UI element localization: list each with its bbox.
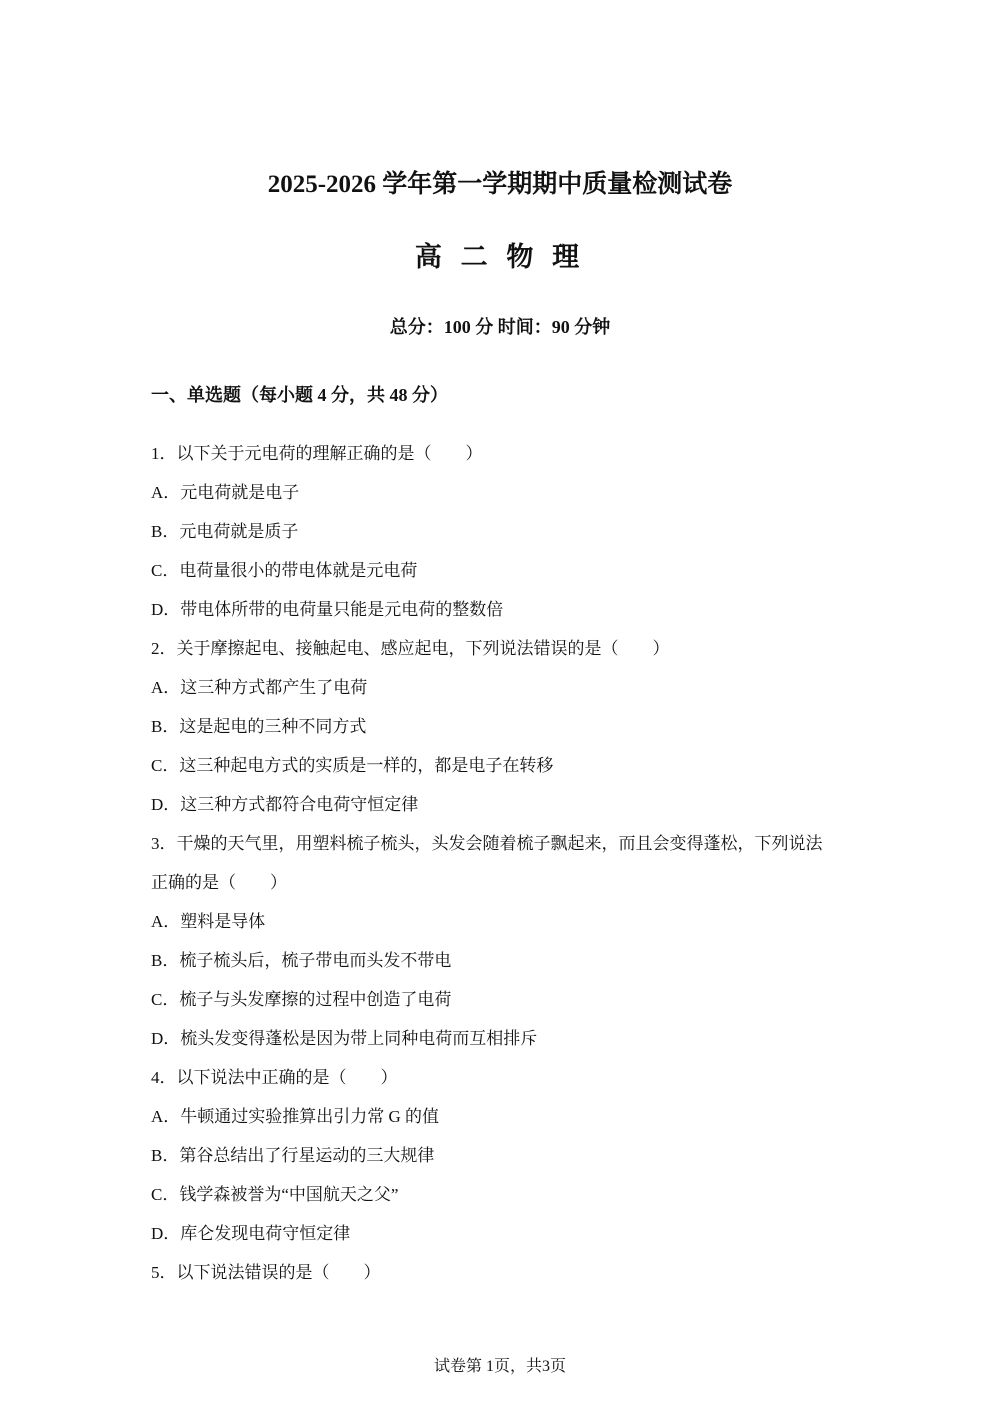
question-2-option-c: C．这三种起电方式的实质是一样的，都是电子在转移 xyxy=(151,756,554,775)
question-2-option-d: D．这三种方式都符合电荷守恒定律 xyxy=(151,795,419,814)
question-2-option-b: B．这是起电的三种不同方式 xyxy=(151,717,367,736)
section-heading: 一、单选题（每小题 4 分，共 48 分） xyxy=(151,385,448,405)
question-3-option-d: D．梳头发变得蓬松是因为带上同种电荷而互相排斥 xyxy=(151,1029,538,1048)
question-3-stem-line-2: 正确的是（ ） xyxy=(151,873,287,892)
question-2-stem: 2．关于摩擦起电、接触起电、感应起电，下列说法错误的是（ ） xyxy=(151,639,670,658)
question-1-option-c: C．电荷量很小的带电体就是元电荷 xyxy=(151,561,418,580)
question-2-option-a: A．这三种方式都产生了电荷 xyxy=(151,678,368,697)
exam-title: 2025-2026 学年第一学期期中质量检测试卷 xyxy=(267,171,733,198)
question-1-option-d: D．带电体所带的电荷量只能是元电荷的整数倍 xyxy=(151,600,504,619)
question-1-option-a: A．元电荷就是电子 xyxy=(151,483,300,502)
question-4-option-c: C．钱学森被誉为“中国航天之父” xyxy=(151,1185,399,1204)
page-footer: 试卷第 1页，共3页 xyxy=(433,1358,566,1375)
subject-title: 高 二 物 理 xyxy=(414,242,586,272)
question-4-option-b: B．第谷总结出了行星运动的三大规律 xyxy=(151,1146,435,1165)
question-1-stem: 1．以下关于元电荷的理解正确的是（ ） xyxy=(151,444,483,463)
question-4-option-d: D．库仑发现电荷守恒定律 xyxy=(151,1224,351,1243)
score-time-info: 总分：100 分 时间：90 分钟 xyxy=(389,317,611,337)
question-3-option-b: B．梳子梳头后，梳子带电而头发不带电 xyxy=(151,951,452,970)
question-3-option-a: A．塑料是导体 xyxy=(151,912,266,931)
question-3-option-c: C．梳子与头发摩擦的过程中创造了电荷 xyxy=(151,990,452,1009)
question-5-stem: 5．以下说法错误的是（ ） xyxy=(151,1263,381,1282)
question-3-stem-line-1: 3．干燥的天气里，用塑料梳子梳头，头发会随着梳子飘起来，而且会变得蓬松，下列说法 xyxy=(151,834,823,853)
question-1-option-b: B．元电荷就是质子 xyxy=(151,522,299,541)
question-4-stem: 4．以下说法中正确的是（ ） xyxy=(151,1068,398,1087)
question-4-option-a: A．牛顿通过实验推算出引力常 G 的值 xyxy=(151,1107,440,1126)
question-list xyxy=(151,434,861,1292)
